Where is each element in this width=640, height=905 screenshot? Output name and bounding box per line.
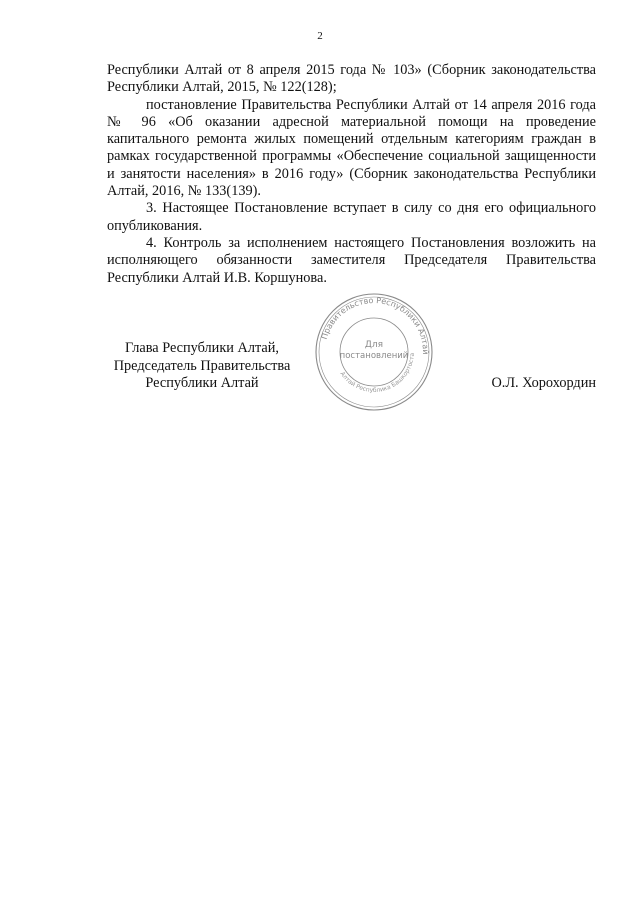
signatory-title-line: Председатель Правительства [113,357,291,374]
document-body [107,62,596,287]
signatory-name: О.Л. Хорохордин [491,375,596,391]
official-seal [312,290,436,414]
paragraph-continuation: Республики Алтай от 8 апреля 2015 года № 103» (Сборник законодательства Республики Алтай, 2015, № 122(128); [107,62,596,96]
paragraph-control: 4. Контроль за исполнением настоящего Постановления возложить на исполняющего обязанности заместителя Председателя Правительства Республики Алтай И.В. Коршунова. [107,234,596,286]
seal-center-line1: Для [364,340,384,350]
signatory-title [107,340,297,393]
page-number: 2 [317,30,323,42]
signatory-title-line: Глава Республики Алтай, [125,340,279,356]
paragraph-effective-date: 3. Настоящее Постановление вступает в силу со дня его официального опубликования. [107,200,596,234]
seal-lower-text: Алтай Республика Башкортоста [338,352,417,395]
signatory-title-line: Республики Алтай [145,375,259,391]
seal-center-line2: постановлений [339,351,409,361]
seal-outer-text: Правительство Республики Алтай [319,295,431,355]
paragraph-resolution-reference: постановление Правительства Республики Алтай от 14 апреля 2016 года № 96 «Об оказании адресной материальной помощи на проведение капитального ремонта жилых помещений отдельным категориям граждан в рамках государственной программы «Обеспечение социальной защищенности и занятости населения» в 2016 году» (Сборник законодательства Республики Алтай, 2016, № 133(139). [107,96,596,200]
